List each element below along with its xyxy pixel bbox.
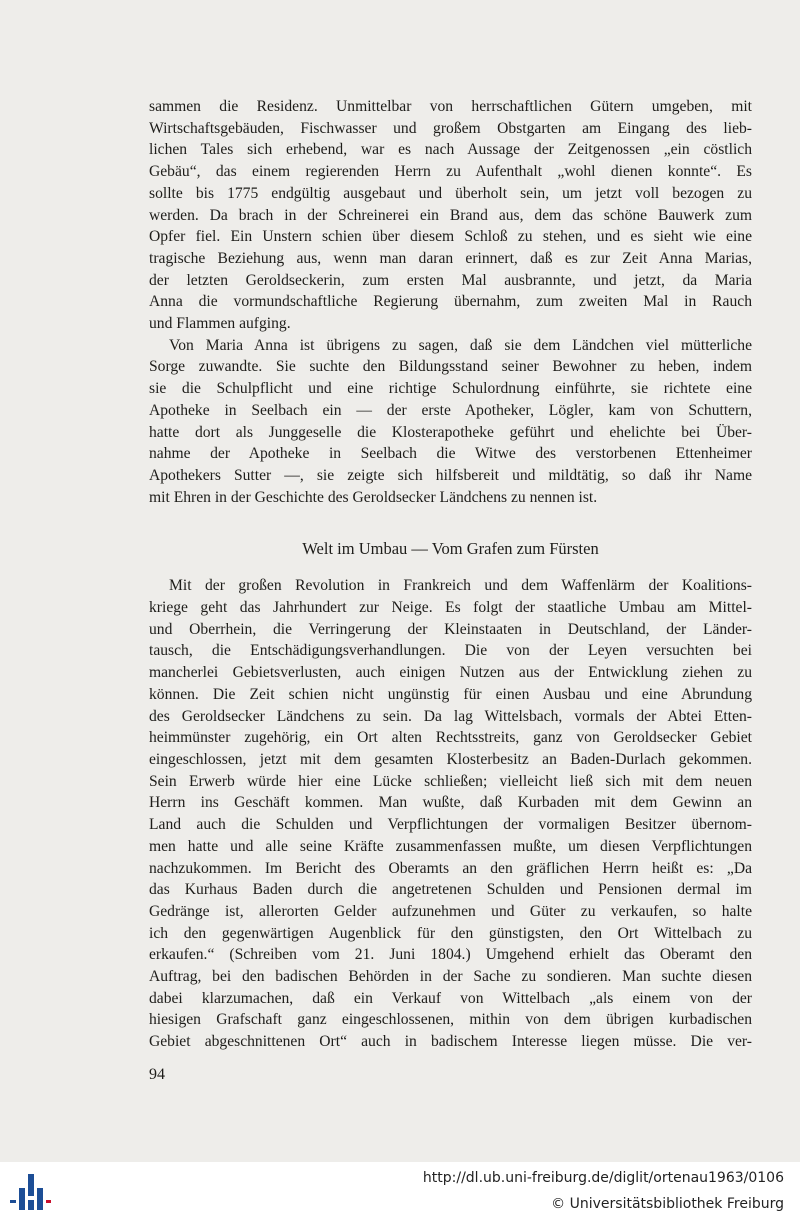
text-line: werden. Da brach in der Schreinerei ein Brand aus, dem das schöne Bauwerk zum xyxy=(149,206,752,224)
text-line: können. Die Zeit schien nicht ungünstig für einen Ausbau und eine Abrundung xyxy=(149,685,752,703)
text-line: sie die Schulpflicht und eine richtige Schulordnung einführte, sie richtete eine xyxy=(149,380,752,398)
text-line: sammen die Residenz. Unmittelbar von herrschaftlichen Gütern umgeben, mit xyxy=(149,98,752,115)
text-line: sollte bis 1775 endgültig ausgebaut und überholt sein, um jetzt voll bezogen zu xyxy=(149,184,752,202)
text-line: kriege geht das Jahrhundert zur Neige. Es folgt der staatliche Umbau am Mittel- xyxy=(149,599,752,617)
text-line: und Flammen aufging. xyxy=(149,315,291,333)
text-line: heimmünster zugehörig, ein Ort alten Rechtsstreits, ganz von Geroldsecker Gebiet xyxy=(149,729,752,747)
logo-bar xyxy=(28,1174,34,1196)
text-line: Sein Erwerb würde hier eine Lücke schließen; vielleicht ließ sich mit dem neuen xyxy=(149,772,752,790)
logo-bar xyxy=(19,1188,25,1210)
text-line: ich den gegenwärtigen Augenblick für den günstigsten, den Ort Wittelbach zu xyxy=(149,924,752,942)
text-line: eingeschlossen, jetzt mit dem gesamten Klosterbesitz an Baden-Durlach gekommen. xyxy=(149,750,752,768)
text-line: men hatte und alle seine Kräfte zusammenfassen mußte, um diesen Verpflichtungen xyxy=(149,837,752,855)
text-line: und Oberrhein, die Verringerung der Kleinstaaten in Deutschland, der Länder- xyxy=(149,620,752,638)
logo-bar xyxy=(46,1200,51,1203)
text-line: Von Maria Anna ist übrigens zu sagen, daß sie dem Ländchen viel mütterliche xyxy=(169,336,752,354)
paragraph-1 xyxy=(149,96,752,335)
logo-bar xyxy=(10,1200,16,1203)
text-line: Gebäu“, das einem regierenden Herrn zu Aufenthalt „wohl dienen konnte“. Es xyxy=(149,163,752,181)
text-line: erkaufen.“ (Schreiben vom 21. Juni 1804.) Umgehend erhielt das Oberamt den xyxy=(149,946,752,964)
text-line: das Kurhaus Baden durch die angetretenen Schulden und Pensionen dermal im xyxy=(149,881,752,899)
text-line: tragische Beziehung aus, wenn man daran erinnert, daß es zur Zeit Anna Marias, xyxy=(149,249,752,267)
logo-bar xyxy=(28,1200,34,1210)
text-line: Auftrag, bei den badischen Behörden in der Sache zu sondieren. Man suchte diesen xyxy=(149,968,752,986)
text-line: lichen Tales sich erhebend, war es nach Aussage der Zeitgenossen „ein cöstlich xyxy=(149,141,752,159)
text-line: der letzten Geroldseckerin, zum ersten Mal ausbrannte, und jetzt, da Maria xyxy=(149,271,752,289)
text-line: hiesigen Grafschaft ganz eingeschlossenen, mithin von dem übrigen kurbadischen xyxy=(149,1011,752,1029)
page-number: 94 xyxy=(149,1066,165,1083)
text-line: Gebiet abgeschnittenen Ort“ auch in badischem Interesse liegen müsse. Die ver- xyxy=(149,1033,752,1051)
copyright-notice: © Universitätsbibliothek Freiburg xyxy=(551,1196,784,1212)
text-line: Apotheke in Seelbach ein — der erste Apotheker, Lögler, kam von Schuttern, xyxy=(149,401,752,419)
text-line: Apothekers Sutter —, sie zeigte sich hilfsbereit und mildtätig, so daß ihr Name xyxy=(149,466,752,484)
text-line: Gedränge ist, allerorten Gelder aufzunehmen und Güter zu verkaufen, so halte xyxy=(149,902,752,920)
text-line: Anna die vormundschaftliche Regierung übernahm, zum zweiten Mal in Rauch xyxy=(149,293,752,311)
source-url-link[interactable]: http://dl.ub.uni-freiburg.de/diglit/ortenau1963/0106 xyxy=(422,1170,784,1186)
text-line: Mit der großen Revolution in Frankreich und dem Waffenlärm der Koalitions- xyxy=(169,577,752,595)
section-heading: Welt im Umbau — Vom Grafen zum Fürsten xyxy=(302,539,599,559)
text-line: tausch, die Entschädigungsverhandlungen. Die von der Leyen versuchten bei xyxy=(149,642,752,660)
text-line: nachzukommen. Im Bericht des Oberamts an den gräflichen Herrn heißt es: „Da xyxy=(149,859,752,877)
logo-bar xyxy=(37,1188,43,1210)
text-line: Opfer fiel. Ein Unstern schien über diesem Schloß zu stehen, und es sieht wie eine xyxy=(149,228,752,246)
text-line: mit Ehren in der Geschichte des Geroldsecker Ländchens zu nennen ist. xyxy=(149,488,598,506)
paragraph-2 xyxy=(149,335,752,509)
text-line: Land auch die Schulden und Verpflichtungen der vormaligen Besitzer übernom- xyxy=(149,816,752,834)
ub-freiburg-logo-icon[interactable] xyxy=(8,1170,52,1214)
viewer-footer xyxy=(0,1162,800,1220)
text-line: des Geroldsecker Ländchens zu sein. Da lag Wittelsbach, vormals der Abtei Etten- xyxy=(149,707,752,725)
text-line: dabei klarzumachen, daß ein Verkauf von Wittelbach „als einem von der xyxy=(149,989,752,1007)
text-line: hatte dort als Junggeselle die Klosterapotheke geführt und ehelichte bei Über- xyxy=(149,423,752,441)
paragraph-3 xyxy=(149,575,752,1052)
text-line: Herrn ins Geschäft kommen. Man wußte, daß Kurbaden mit dem Gewinn an xyxy=(149,794,752,812)
text-line: Wirtschaftsgebäuden, Fischwasser und großem Obstgarten am Eingang des lieb- xyxy=(149,119,752,137)
text-line: Sorge zuwandte. Sie suchte den Bildungsstand seiner Bewohner zu heben, indem xyxy=(149,358,752,376)
body-text xyxy=(149,96,752,1053)
text-line: mancherlei Gebietsverlusten, auch einigen Nutzen aus der Entwicklung ziehen zu xyxy=(149,664,752,682)
text-line: nahme der Apotheke in Seelbach die Witwe des verstorbenen Ettenheimer xyxy=(149,445,752,463)
